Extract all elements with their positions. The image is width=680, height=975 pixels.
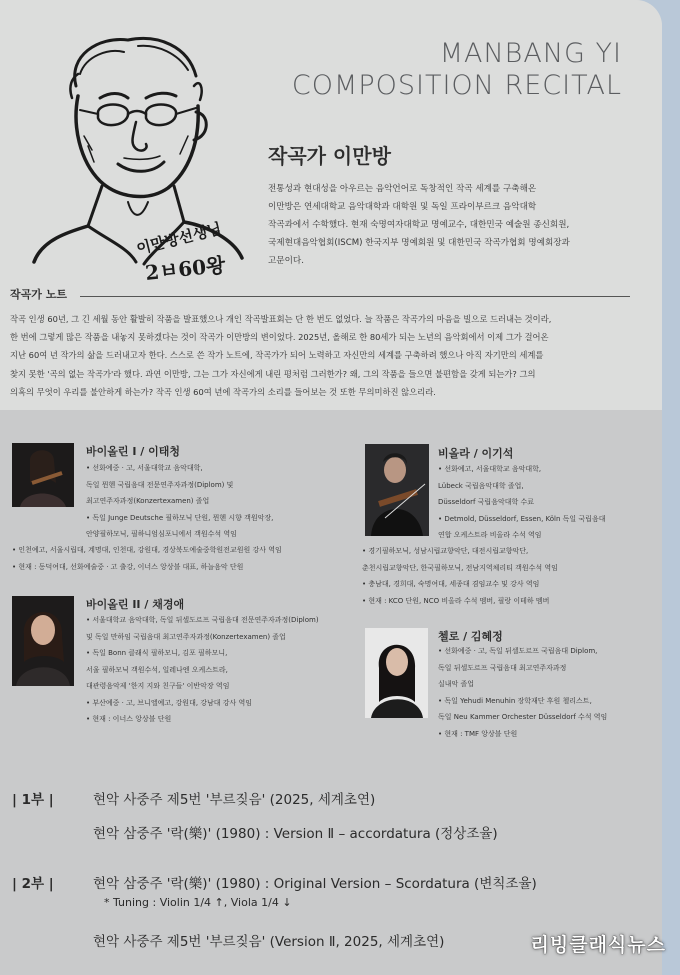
note-heading: 작곡가 노트 — [10, 288, 67, 301]
bio-line: • 선화예중 · 고, 서울대학교 음악대학, — [86, 464, 203, 472]
performer-name-viola: 비올라 / 이기석 — [438, 447, 514, 460]
intro-line: 고문이다. — [268, 256, 304, 266]
performer-photo-violin2 — [12, 596, 74, 686]
bio-line: 독일 Neu Kammer Orchester Düsseldorf 수석 역임 — [438, 713, 608, 721]
program-part2-item2: 현악 사중주 제5번 '부르짖음' (Version Ⅱ, 2025, 세계초연) — [93, 934, 445, 950]
performer-name-violin1: 바이올린 I / 이태청 — [86, 445, 180, 458]
watermark: 리빙클래식뉴스 — [530, 934, 666, 956]
intro-line: 이만방은 연세대학교 음악대학과 대학원 및 독일 프라이부르크 음악대학 — [268, 202, 537, 212]
bio-line: • 독일 Junge Deutsche 필하모닉 단원, 뮌헨 시향 객원악장, — [86, 513, 274, 522]
performer-bio-violin1 — [86, 460, 273, 543]
svg-text:2ㅂ60왕: 2ㅂ60왕 — [144, 252, 227, 285]
intro-line: 국제현대음악협회(ISCM) 한국지부 명예회원 및 대한민국 작곡가협회 명예회장과 — [268, 238, 570, 248]
bio-line: 춘천시립교향악단, 한국필하모닉, 전남지역체리티 객원수석 역임 — [362, 563, 558, 572]
bio-line: • 현재 : KCO 단원, NCO 비올라 수석 멤버, 필랑 이테하 멤버 — [362, 596, 550, 605]
bio-line: • 경기필하모닉, 성남시립교향악단, 대전시립교향악단, — [362, 547, 529, 555]
performer-photo-violin1 — [12, 443, 74, 507]
title-line-2: COMPOSITION RECITAL — [291, 70, 622, 101]
bio-line: • 부산예중 · 고, 브니엘예고, 강원대, 강남대 강사 역임 — [86, 698, 253, 707]
performer-name-violin2: 바이올린 II / 채경애 — [86, 598, 185, 611]
note-body — [10, 310, 650, 401]
note-line: 한 번에 그렇게 많은 작품을 내놓지 못하겠다는 것이 작곡가 이만방의 변이었다. 2025년, 올해로 한 80세가 되는 노년의 음악회에서 이제 그가 걸어온 — [10, 332, 549, 343]
program-part2-label — [12, 872, 84, 892]
bio-line: • 독일 Yehudi Menuhin 장학재단 후원 첼리스트, — [438, 696, 592, 705]
intro-line: 작곡과에서 수학했다. 현재 숙명여자대학교 명예교수, 대한민국 예술원 종신회원, — [268, 220, 570, 230]
bio-line: 독일 뒤셀도르프 국립음대 최고연주자과정 — [438, 663, 567, 672]
bio-line: 독일 뮌헨 국립음대 전문연주자과정(Diplom) 및 — [86, 480, 234, 489]
note-line: 찾지 못한 '곡의 없는 작곡가'라 했다. 과연 이만방, 그는 그가 자신에게 내린 평처럼 그러한가? 왜, 그의 작품을 들으면 불편함을 갖게 되는가? 그의 — [10, 368, 536, 379]
bio-line: • 서울대학교 음악대학, 독일 뒤셀도르프 국립음대 전문연주자과정(Diplom) — [86, 616, 319, 624]
bio-line: • 선화예고, 서울대학교 음악대학, — [438, 465, 542, 473]
performer-name-cello: 첼로 / 김혜정 — [438, 630, 503, 643]
bio-line: 실내악 졸업 — [438, 680, 475, 688]
program-part1-label — [12, 788, 84, 808]
bio-line: • 현재 : TMF 앙상블 단원 — [438, 729, 518, 738]
bio-line: • 현재 : 이너스 앙상블 단원 — [86, 715, 172, 723]
note-divider — [80, 296, 630, 297]
program-part1-item2: 현악 삼중주 '락(樂)' (1980) : Version Ⅱ – accordatura (정상조율) — [93, 826, 498, 842]
intro-line: 전통성과 현대성을 아우르는 음악언어로 독창적인 작곡 세계를 구축해온 — [268, 184, 537, 194]
bio-line: • 선화예중 · 고, 독일 뒤셀도르프 국립음대 Diplom, — [438, 647, 598, 655]
bio-line: • 독일 Bonn 클래식 필하모니, 김포 필하모니, — [86, 649, 228, 657]
performer-photo-viola — [365, 444, 429, 536]
performer-bio-violin2 — [86, 612, 319, 728]
part1-label: | 1부 | — [12, 792, 54, 808]
performer-bio-viola-cont — [362, 543, 558, 609]
title-line-1: MANBANG YI — [439, 38, 622, 69]
program-part2-item1: 현악 삼중주 '락(樂)' (1980) : Original Version – Scordatura (변칙조율) — [93, 876, 537, 892]
note-line: 지난 60여 년 작가의 삶을 드러내고자 한다. 스스로 쓴 작가 노트에, 작곡가가 되어 노력하고 자신만의 세계를 구축하려 했으나 아직 자기만의 세계를 — [10, 350, 544, 361]
bio-line: • 현재 : 동덕여대, 선화예술중 · 고 출강, 이너스 앙상블 대표, 하늘음악 단원 — [12, 562, 244, 571]
performer-photo-cello — [365, 628, 428, 718]
composer-heading: 작곡가 이만방 — [268, 144, 391, 168]
svg-text:이만방선생님: 이만방선생님 — [134, 219, 224, 258]
bio-line: 서울 필하모닉 객원수석, 일레나엔 오케스트라, — [86, 665, 228, 674]
bio-line: • 인천예고, 서울시립대, 계명대, 인천대, 강원대, 경상북도예술중학원전교원원 강사 역임 — [12, 546, 282, 554]
composer-intro — [268, 180, 630, 270]
bio-line: 최고연주자과정(Konzertexamen) 졸업 — [86, 497, 210, 505]
program-part1-item1: 현악 사중주 제5번 '부르짖음' (2025, 세계초연) — [93, 792, 376, 808]
bio-line: • 충남대, 경희대, 숙명여대, 세종대 겸임교수 및 강사 역임 — [362, 580, 540, 588]
performer-bio-violin1-cont — [12, 542, 282, 575]
note-line: 작곡 인생 60년, 그 긴 세월 동안 활발히 작품을 발표했으나 개인 작곡발표회는 단 한 번도 없었다. 늘 작품은 작곡가의 마음을 빌으로 드러내는 것이라, — [10, 314, 552, 324]
bio-line: • Detmold, Düsseldorf, Essen, Köln 독일 국립음대 — [438, 514, 606, 523]
bio-line: Düsseldorf 국립음악대학 수료 — [438, 498, 534, 506]
bio-line: 대관령음악제 '한지 지와 친구들' 이반악장 역임 — [86, 682, 230, 690]
tuning-note: * Tuning : Violin 1/4 ↑, Viola 1/4 ↓ — [104, 896, 292, 909]
bio-line: 및 독일 만하임 국립음대 최고연주자과정(Konzertexamen) 졸업 — [86, 632, 286, 641]
bio-line: Lübeck 국립음악대학 졸업, — [438, 481, 524, 490]
note-line: 의혹의 무엇이 우리를 불안하게 하는가? 작곡 인생 60여 년에 작곡가의 소리를 들어보는 것 또한 무의미하진 않으리라. — [10, 386, 436, 397]
recital-title — [292, 38, 622, 102]
bio-line: 안양필하모닉, 필하니엄심포니에서 객원수석 역임 — [86, 530, 237, 538]
performer-bio-viola — [438, 461, 605, 544]
bio-line: 연합 오케스트라 비올라 수석 역임 — [438, 531, 542, 539]
performer-bio-cello — [438, 643, 607, 742]
composer-sketch-portrait — [28, 26, 268, 286]
part2-label: | 2부 | — [12, 876, 54, 892]
